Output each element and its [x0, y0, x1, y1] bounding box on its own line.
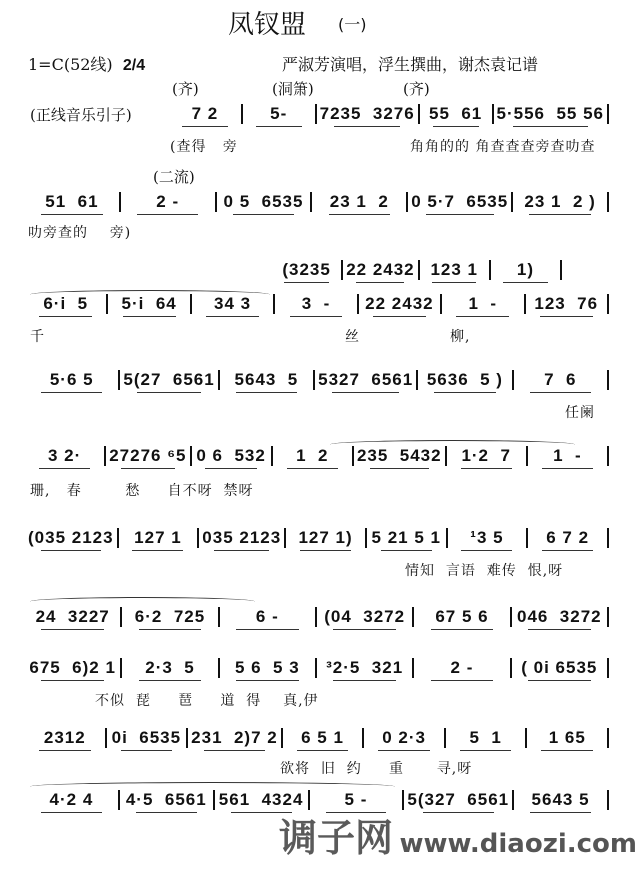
bar-line — [446, 528, 448, 548]
measure: 7235 3276 — [319, 104, 415, 123]
bar-line — [418, 260, 420, 280]
bar-line — [512, 370, 514, 390]
bar-line — [492, 104, 494, 124]
bar-line — [412, 607, 414, 627]
bar-line — [313, 370, 315, 390]
measure: 22 2432 — [346, 260, 415, 279]
time-signature: 2/4 — [122, 57, 146, 74]
bar-line — [526, 446, 528, 466]
measure: 5327 6561 — [318, 370, 414, 389]
music-line — [172, 104, 612, 124]
measure: ³2·5 321 — [320, 658, 409, 678]
bar-line — [362, 728, 364, 748]
lyric: 叻旁查的 旁) — [28, 225, 132, 241]
measure: 0i 6535 — [110, 728, 184, 748]
bar-line — [213, 790, 215, 810]
bar-line — [308, 790, 310, 810]
measure: 5 - — [313, 790, 400, 810]
bar-line — [402, 790, 404, 810]
bar-line — [607, 294, 609, 314]
measure: 23 1 2 — [315, 192, 403, 212]
music-line — [28, 728, 612, 748]
measure: 0 5·7 6535 — [411, 192, 509, 211]
music-line — [28, 446, 612, 466]
bar-line — [315, 658, 317, 678]
measure: 675 6)2 1 — [29, 658, 116, 677]
measure: 4·5 6561 — [123, 790, 210, 810]
measure: 22 2432 — [362, 294, 437, 314]
lyric: 柳, — [450, 329, 471, 345]
measure: 34 3 — [195, 294, 270, 314]
measure: 5·i 64 — [111, 294, 186, 314]
bar-line — [120, 607, 122, 627]
label-intro: (正线音乐引子) — [30, 106, 132, 124]
measure: 5 1 — [449, 728, 523, 748]
label-erliu: (二流) — [153, 168, 195, 186]
bar-line — [119, 192, 121, 212]
label-qi: (齐) — [172, 80, 199, 98]
label-qi-2: (齐) — [403, 80, 430, 98]
bar-line — [190, 446, 192, 466]
measure: 1 - — [531, 446, 604, 466]
measure: 5·6 5 — [28, 370, 115, 390]
measure: 1 - — [445, 294, 520, 314]
bar-line — [607, 370, 609, 390]
measure: (3235 — [275, 260, 338, 280]
song-title: 凤钗盟 — [228, 10, 307, 40]
measure: 5(327 6561 — [407, 790, 510, 809]
bar-line — [271, 446, 273, 466]
measure: 5(27 6561 — [123, 370, 215, 389]
measure: 035 2123 — [202, 528, 282, 547]
bar-line — [357, 294, 359, 314]
measure: 67 5 6 — [417, 607, 506, 627]
bar-line — [241, 104, 243, 124]
measure: 5636 5 ) — [421, 370, 508, 390]
watermark-brand: 调子网 — [278, 816, 393, 860]
bar-line — [406, 192, 408, 212]
measure: ¹3 5 — [451, 528, 524, 548]
measure: 3 2· — [28, 446, 101, 466]
measure: 1·2 7 — [450, 446, 523, 466]
bar-line — [510, 658, 512, 678]
bar-line — [607, 607, 609, 627]
label-dongxiao: (洞箫) — [272, 80, 314, 98]
measure: 5·556 55 56 — [496, 104, 604, 123]
measure: 1) — [494, 260, 557, 280]
bar-line — [352, 446, 354, 466]
music-line — [28, 528, 612, 548]
measure: 127 1) — [289, 528, 362, 548]
bar-line — [310, 192, 312, 212]
music-line — [28, 607, 612, 627]
measure: 123 76 — [529, 294, 604, 314]
lyric: 任阑 — [565, 405, 595, 421]
measure: 561 4324 — [218, 790, 304, 809]
bar-line — [273, 294, 275, 314]
measure: 0 2·3 — [367, 728, 441, 748]
slur — [30, 597, 255, 606]
bar-line — [607, 192, 609, 212]
measure: 123 1 — [423, 260, 486, 280]
measure: ( 0i 6535 — [515, 658, 604, 678]
measure: 4·2 4 — [28, 790, 115, 810]
measure: 7 2 — [172, 104, 238, 124]
music-line — [28, 790, 612, 810]
bar-line — [510, 607, 512, 627]
bar-line — [607, 446, 609, 466]
watermark-url: www.diaozi.com — [399, 829, 637, 859]
music-line — [28, 192, 612, 212]
bar-line — [120, 658, 122, 678]
bar-line — [416, 370, 418, 390]
bar-line — [511, 192, 513, 212]
bar-line — [190, 294, 192, 314]
bar-line — [117, 528, 119, 548]
measure: 046 3272 — [515, 607, 604, 627]
bar-line — [315, 607, 317, 627]
music-line-upper — [275, 260, 565, 280]
measure: 0 6 532 — [196, 446, 266, 465]
bar-line — [315, 104, 317, 124]
bar-line — [525, 728, 527, 748]
bar-line — [106, 294, 108, 314]
bar-line — [524, 294, 526, 314]
lyric: 欲将 旧 约 重 寻,呀 — [280, 761, 473, 777]
song-part: (一) — [338, 15, 367, 34]
measure: 127 1 — [122, 528, 195, 548]
bar-line — [440, 294, 442, 314]
lyric: (查得 旁 — [170, 139, 238, 155]
bar-line — [607, 728, 609, 748]
blank-patch — [510, 15, 550, 40]
measure: 5 21 5 1 — [371, 528, 441, 547]
lyric: 角角的的 角查查查旁查叻查 — [410, 139, 596, 155]
measure: 6 7 2 — [531, 528, 604, 548]
measure: 7 6 — [517, 370, 604, 390]
bar-line — [281, 728, 283, 748]
measure: 1 2 — [276, 446, 349, 466]
bar-line — [104, 446, 106, 466]
bar-line — [365, 528, 367, 548]
measure: 235 5432 — [356, 446, 442, 465]
lyric: 不似 琵 琶 道 得 真,伊 — [95, 693, 319, 709]
bar-line — [560, 260, 562, 280]
bar-line — [218, 370, 220, 390]
measure: 6·2 725 — [125, 607, 214, 627]
bar-line — [197, 528, 199, 548]
measure: 6 5 1 — [286, 728, 360, 748]
measure: 5- — [246, 104, 312, 124]
bar-line — [607, 528, 609, 548]
bar-line — [215, 192, 217, 212]
bar-line — [412, 658, 414, 678]
measure: 5643 5 — [223, 370, 310, 390]
bar-line — [526, 528, 528, 548]
measure: 5643 5 — [517, 790, 604, 810]
bar-line — [489, 260, 491, 280]
lyric: 千 — [30, 329, 45, 345]
measure: 6 - — [223, 607, 312, 627]
measure: 0 5 6535 — [220, 192, 308, 212]
measure: 2 - — [417, 658, 506, 678]
lyric: 珊, 春 愁 自不呀 禁呀 — [30, 483, 254, 499]
bar-line — [607, 790, 609, 810]
bar-line — [445, 446, 447, 466]
bar-line — [118, 370, 120, 390]
lyric: 情知 言语 难传 恨,呀 — [405, 563, 564, 579]
measure: 2312 — [28, 728, 102, 748]
bar-line — [341, 260, 343, 280]
bar-line — [607, 658, 609, 678]
bar-line — [284, 528, 286, 548]
measure: 5 6 5 3 — [223, 658, 312, 678]
measure: 1 65 — [530, 728, 604, 748]
music-line — [28, 370, 612, 390]
measure: 24 3227 — [28, 607, 117, 627]
measure: 231 2)7 2 — [191, 728, 278, 747]
measure: 23 1 2 ) — [516, 192, 604, 212]
measure: 2·3 5 — [125, 658, 214, 678]
measure: 2 - — [124, 192, 212, 212]
key-text: 1=C(52线) — [28, 55, 113, 74]
measure: 3 - — [278, 294, 353, 314]
bar-line — [444, 728, 446, 748]
bar-line — [186, 728, 188, 748]
measure: (035 2123 — [28, 528, 114, 547]
bar-line — [218, 607, 220, 627]
measure: 27276 ⁶5 — [109, 446, 187, 465]
bar-line — [105, 728, 107, 748]
measure: (04 3272 — [320, 607, 409, 627]
bar-line — [418, 104, 420, 124]
key-signature — [28, 52, 145, 75]
bar-line — [607, 104, 609, 124]
lyric: 丝 — [345, 329, 360, 345]
measure: 6·i 5 — [28, 294, 103, 314]
bar-line — [218, 658, 220, 678]
credits: 严淑芳演唱，浮生撰曲，谢杰袁记谱 — [282, 55, 539, 74]
measure: 51 61 — [28, 192, 116, 212]
bar-line — [512, 790, 514, 810]
music-line — [28, 658, 612, 678]
bar-line — [118, 790, 120, 810]
music-line — [28, 294, 612, 314]
measure: 55 61 — [423, 104, 489, 124]
